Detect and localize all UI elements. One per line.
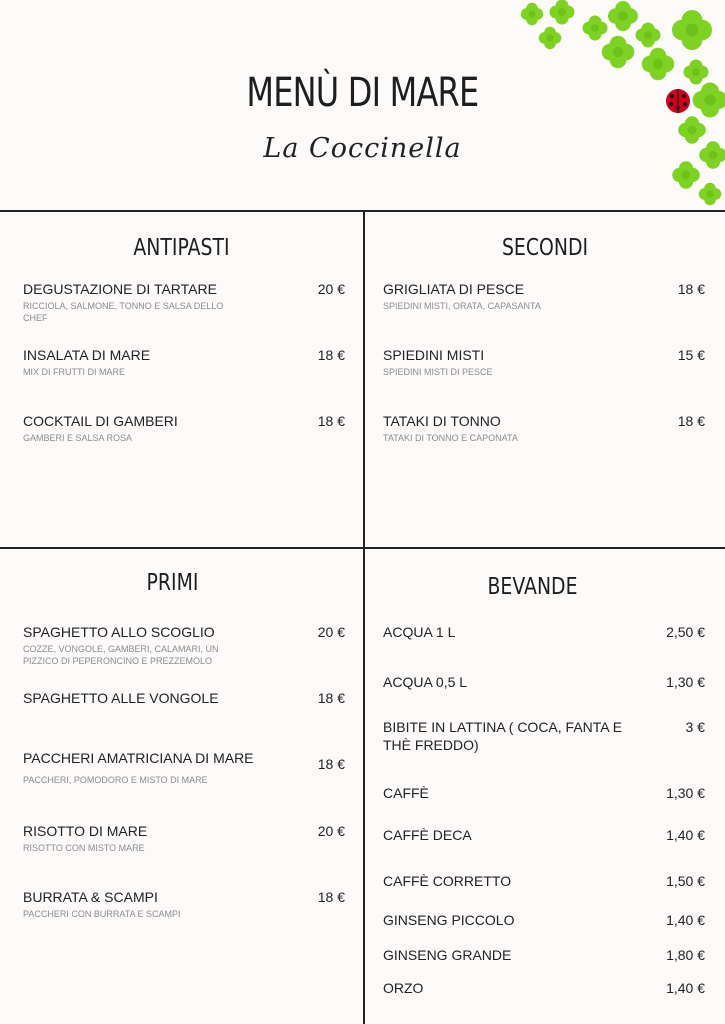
drink-price: 1,40 € xyxy=(666,912,705,928)
section-title-primi: PRIMI xyxy=(146,570,199,596)
menu-item xyxy=(23,822,273,854)
item-description: GAMBERI E SALSA ROSA xyxy=(23,433,133,443)
item-name: BURRATA & SCAMPI xyxy=(23,889,158,905)
item-description: TATAKI DI TONNO E CAPONATA xyxy=(383,433,518,443)
item-price: 20 € xyxy=(317,624,345,640)
item-description: MIX DI FRUTTI DI MARE xyxy=(23,367,125,377)
menu-item xyxy=(383,280,643,312)
drink-name: CAFFÈ DECA xyxy=(383,827,472,843)
item-price: 18 € xyxy=(317,756,345,772)
menu-item xyxy=(383,346,643,378)
item-name: DEGUSTAZIONE DI TARTARE xyxy=(23,281,217,297)
drink-price: 1,30 € xyxy=(666,674,705,690)
menu-item xyxy=(383,412,643,444)
menu-item xyxy=(23,888,273,920)
menu-item xyxy=(23,749,293,786)
item-description: PACCHERI, POMODORO E MISTO DI MARE xyxy=(23,775,208,785)
drink-price: 1,80 € xyxy=(666,947,705,963)
item-price: 18 € xyxy=(317,690,345,706)
item-price: 20 € xyxy=(317,823,345,839)
item-description: RISOTTO CON MISTO MARE xyxy=(23,843,145,853)
drink-price: 1,30 € xyxy=(666,785,705,801)
drink-name: BIBITE IN LATTINA ( COCA, FANTA E THÈ FREDDO) xyxy=(383,719,623,753)
drink-price: 2,50 € xyxy=(666,624,705,640)
page-title: MENÙ DI MARE xyxy=(246,70,479,116)
item-price: 20 € xyxy=(317,281,345,297)
drink-name: ORZO xyxy=(383,980,424,996)
item-price: 18 € xyxy=(677,413,705,429)
ladybug-icon xyxy=(666,89,690,113)
section-title-secondi: SECONDI xyxy=(501,235,589,261)
menu-item xyxy=(23,280,243,324)
menu-item xyxy=(23,346,273,378)
menu-item xyxy=(23,623,253,667)
item-name: TATAKI DI TONNO xyxy=(383,413,501,429)
item-description: SPIEDINI MISTI DI PESCE xyxy=(383,367,493,377)
item-name: SPAGHETTO ALLO SCOGLIO xyxy=(23,624,215,640)
item-price: 18 € xyxy=(317,889,345,905)
section-title-antipasti: ANTIPASTI xyxy=(133,235,230,261)
item-price: 18 € xyxy=(317,347,345,363)
menu-item xyxy=(23,412,273,444)
item-description: RICCIOLA, SALMONE, TONNO E SALSA DELLO CHEF xyxy=(23,301,224,323)
item-name: RISOTTO DI MARE xyxy=(23,823,148,839)
drink-price: 1,40 € xyxy=(666,827,705,843)
drink-price: 3 € xyxy=(685,719,705,735)
drink-name: CAFFÈ CORRETTO xyxy=(383,873,512,889)
item-name: PACCHERI AMATRICIANA DI MARE xyxy=(23,750,254,766)
item-description: SPIEDINI MISTI, ORATA, CAPASANTA xyxy=(383,301,541,311)
section-title-bevande: BEVANDE xyxy=(487,574,578,600)
item-price: 18 € xyxy=(317,413,345,429)
drink-name: ACQUA 0,5 L xyxy=(383,674,468,690)
item-name: SPIEDINI MISTI xyxy=(383,347,485,363)
item-name: SPAGHETTO ALLE VONGOLE xyxy=(23,690,219,706)
drink-price: 1,50 € xyxy=(666,873,705,889)
item-name: INSALATA DI MARE xyxy=(23,347,151,363)
drink-price: 1,40 € xyxy=(666,980,705,996)
restaurant-name: La Coccinella xyxy=(263,133,462,164)
drink-name: ACQUA 1 L xyxy=(383,624,456,640)
item-description: COZZE, VONGOLE, GAMBERI, CALAMARI, UN PIZZICO DI PEPERONCINO E PREZZEMOLO xyxy=(23,644,219,666)
drink-name: CAFFÈ xyxy=(383,785,429,801)
item-price: 18 € xyxy=(677,281,705,297)
drink-name: GINSENG PICCOLO xyxy=(383,912,515,928)
divider-vertical xyxy=(363,210,365,1024)
item-name: COCKTAIL DI GAMBERI xyxy=(23,413,178,429)
item-price: 15 € xyxy=(677,347,705,363)
drink-name: GINSENG GRANDE xyxy=(383,947,512,963)
menu-item xyxy=(23,689,273,707)
item-name: GRIGLIATA DI PESCE xyxy=(383,281,525,297)
item-description: PACCHERI CON BURRATA E SCAMPI xyxy=(23,909,181,919)
